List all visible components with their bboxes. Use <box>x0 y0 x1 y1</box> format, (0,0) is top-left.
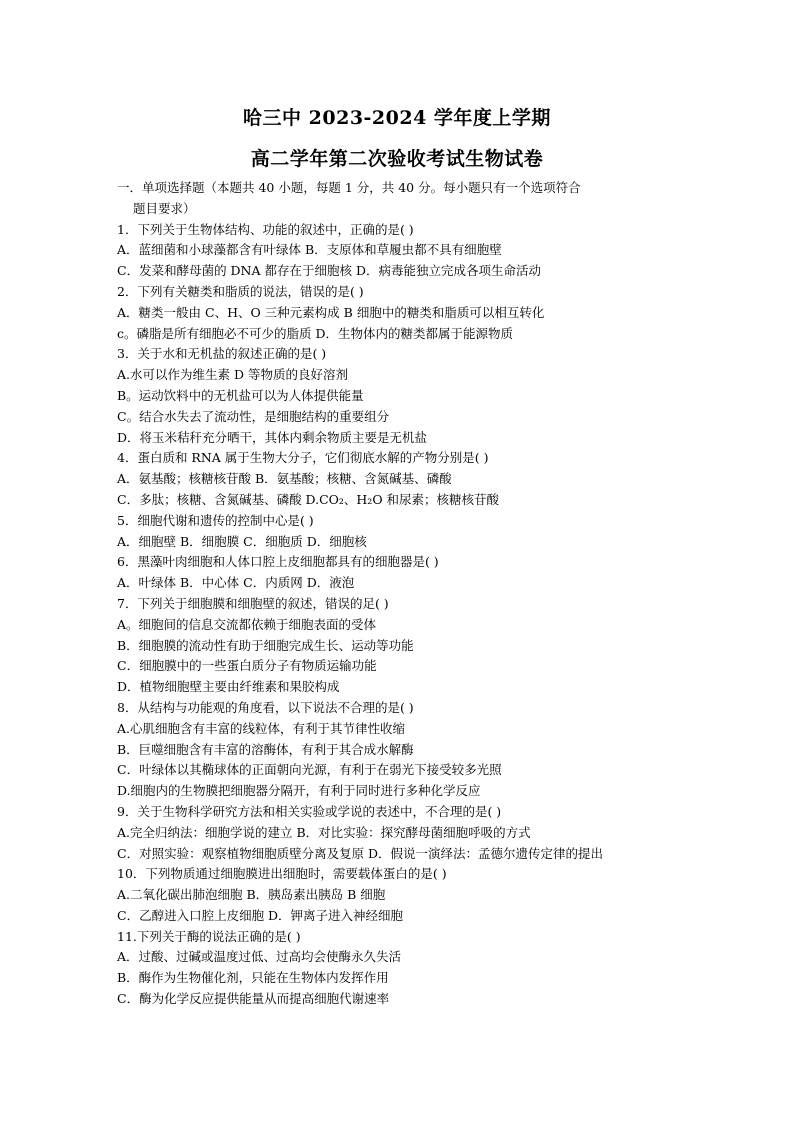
option-line: A.水可以作为维生素 D 等物质的良好溶剂 <box>117 367 348 383</box>
option-line: D.细胞内的生物膜把细胞器分隔开，有利于同时进行多种化学反应 <box>117 783 481 799</box>
option-line: A。细胞间的信息交流都依赖于细胞表面的受体 <box>117 616 377 632</box>
exam-title-subject: 高二学年第二次验收考试生物试卷 <box>250 148 544 170</box>
option-line: A．细胞壁 B．细胞膜 C．细胞质 D．细胞核 <box>117 533 367 549</box>
option-line: B．巨噬细胞含有丰富的溶酶体，有利于其合成水解酶 <box>117 741 414 757</box>
question-3: 3．关于水和无机盐的叙述正确的是( ) <box>117 346 327 362</box>
section-heading: 一．单项选择题（本题共 40 小题，每题 1 分，共 40 分。每小题只有一个选项符合 <box>117 180 581 195</box>
question-8: 8．从结构与功能观的角度看，以下说法不合理的是( ) <box>117 699 414 715</box>
option-line: D．将玉米秸秆充分晒干，其体内剩余物质主要是无机盐 <box>117 429 428 445</box>
question-4: 4．蛋白质和 RNA 属于生物大分子，它们彻底水解的产物分别是( ) <box>117 450 489 466</box>
option-line: A．蓝细菌和小球藻都含有叶绿体 B．支原体和草履虫都不具有细胞壁 <box>117 242 502 258</box>
option-line: C．叶绿体以其椭球体的正面朝向光源，有利于在弱光下接受较多光照 <box>117 762 502 778</box>
question-10: 10．下列物质通过细胞膜进出细胞时，需要载体蛋白的是( ) <box>117 866 447 882</box>
option-line: C．多肽；核糖、含氮碱基、磷酸 D.CO₂、H₂O 和尿素；核糖核苷酸 <box>117 491 500 507</box>
question-7: 7．下列关于细胞膜和细胞壁的叙述，错误的足( ) <box>117 595 389 611</box>
option-line: B。运动饮料中的无机盐可以为人体提供能量 <box>117 387 364 403</box>
question-9: 9．关于生物科学研究方法和相关实验或学说的表述中，不合理的是( ) <box>117 803 502 819</box>
option-line: A．氨基酸；核糖核苷酸 B．氨基酸；核糖、含氮碱基、磷酸 <box>117 471 452 487</box>
option-line: A.心肌细胞含有丰富的线粒体，有利于其节律性收缩 <box>117 720 406 736</box>
option-line: C。结合水失去了流动性，是细胞结构的重要组分 <box>117 408 390 424</box>
question-6: 6．黑藻叶肉细胞和人体口腔上皮细胞都具有的细胞器是( ) <box>117 554 439 570</box>
option-line: A．叶绿体 B．中心体 C．内质网 D．液泡 <box>117 575 355 591</box>
option-line: A.二氧化碳出肺泡细胞 B．胰岛素出胰岛 B 细胞 <box>117 887 386 903</box>
option-line: A．过酸、过碱或温度过低、过高均会使酶永久失活 <box>117 949 402 965</box>
option-line: C．乙醇进入口腔上皮细胞 D．钾离子进入神经细胞 <box>117 907 404 923</box>
option-line: D．植物细胞壁主要由纤维素和果胶构成 <box>117 679 340 695</box>
option-line: C．酶为化学反应提供能量从而提高细胞代谢速率 <box>117 991 390 1007</box>
option-line: B．细胞膜的流动性有助于细胞完成生长、运动等功能 <box>117 637 414 653</box>
question-1: 1．下列关于生物体结构、功能的叙述中，正确的是( ) <box>117 221 414 237</box>
option-line: C．发菜和酵母菌的 DNA 都存在于细胞核 D．病毒能独立完成各项生命活动 <box>117 263 541 279</box>
question-body <box>117 178 677 1010</box>
option-line: C．对照实验：观察植物细胞质壁分离及复原 D．假说一演绎法：孟德尔遗传定律的提出 <box>117 845 604 861</box>
option-line: B．酶作为生物催化剂，只能在生物体内发挥作用 <box>117 970 389 986</box>
question-5: 5．细胞代谢和遗传的控制中心是( ) <box>117 512 314 528</box>
option-line: C．细胞膜中的一些蛋白质分子有物质运输功能 <box>117 658 377 674</box>
question-11: 11.下列关于酶的说法正确的是( ) <box>117 928 301 944</box>
option-line: A．糖类一般由 C、H、O 三种元素构成 B 细胞中的糖类和脂质可以相互转化 <box>117 304 545 320</box>
option-line: c。磷脂是所有细胞必不可少的脂质 D．生物体内的糖类都属于能源物质 <box>117 325 513 341</box>
section-heading-cont: 题目要求） <box>133 200 196 216</box>
exam-title-school-term: 哈三中 2023-2024 学年度上学期 <box>243 107 551 129</box>
option-line: A.完全归纳法：细胞学说的建立 B．对比实验：探究酵母菌细胞呼吸的方式 <box>117 824 531 840</box>
question-2: 2．下列有关糖类和脂质的说法，错误的是( ) <box>117 283 364 299</box>
